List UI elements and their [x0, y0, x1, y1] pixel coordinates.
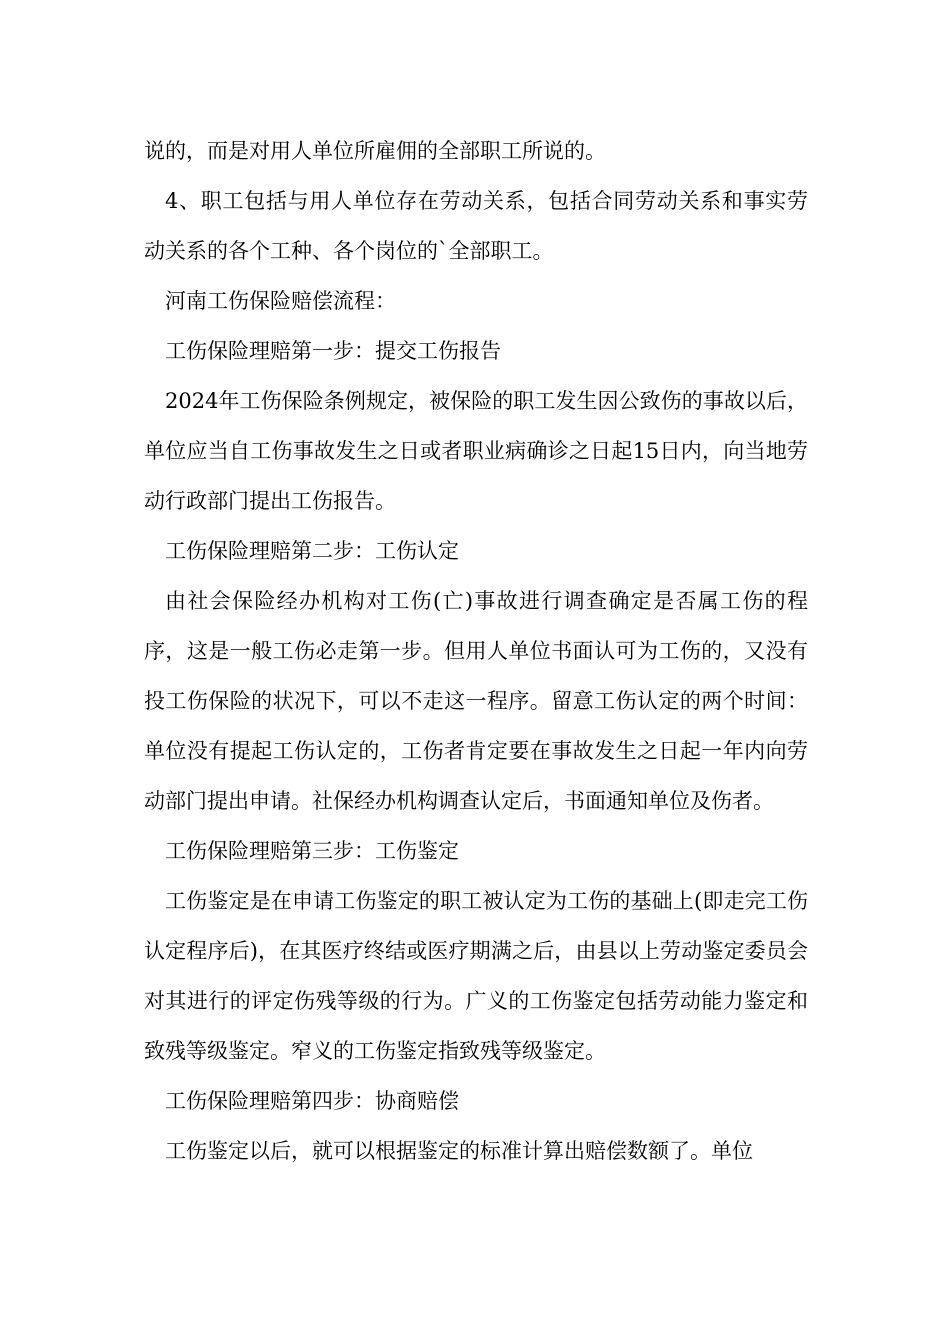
step-heading-4: 工伤保险理赔第四步：协商赔偿 — [165, 1089, 459, 1113]
section-heading-process: 河南工伤保险赔偿流程： — [165, 289, 396, 313]
step-heading-3: 工伤保险理赔第三步：工伤鉴定 — [165, 839, 459, 863]
paragraph-step-2: 由社会保险经办机构对工伤(亡)事故进行调查确定是否属工伤的程序，这是一般工伤必走第一步。但用人单位书面认可为工伤的，又没有投工伤保险的状况下，可以不走这一程序。留意工伤认定的两个时间：单位没有提起工伤认定的，工伤者肯定要在事故发生之日起一年内向劳动部门提出申请。社保经办机构调查认定后，书面通知单位及伤者。 — [144, 589, 808, 813]
step-heading-1: 工伤保险理赔第一步：提交工伤报告 — [165, 339, 501, 363]
paragraph-step-3: 工伤鉴定是在申请工伤鉴定的职工被认定为工伤的基础上(即走完工伤认定程序后)，在其医疗终结或医疗期满之后，由县以上劳动鉴定委员会对其进行的评定伤残等级的行为。广义的工伤鉴定包括劳动能力鉴定和致残等级鉴定。窄义的工伤鉴定指致残等级鉴定。 — [144, 889, 808, 1063]
document-page — [144, 126, 808, 1176]
paragraph-step-4: 工伤鉴定以后，就可以根据鉴定的标准计算出赔偿数额了。单位 — [165, 1139, 753, 1163]
paragraph-continued: 说的，而是对用人单位所雇佣的全部职工所说的。 — [144, 139, 606, 163]
paragraph-item-4: 4、职工包括与用人单位存在劳动关系，包括合同劳动关系和事实劳动关系的各个工种、各个岗位的`全部职工。 — [144, 189, 808, 263]
step-heading-2: 工伤保险理赔第二步：工伤认定 — [165, 539, 459, 563]
paragraph-step-1: 2024年工伤保险条例规定，被保险的职工发生因公致伤的事故以后，单位应当自工伤事故发生之日或者职业病确诊之日起15日内，向当地劳动行政部门提出工伤报告。 — [144, 389, 808, 513]
